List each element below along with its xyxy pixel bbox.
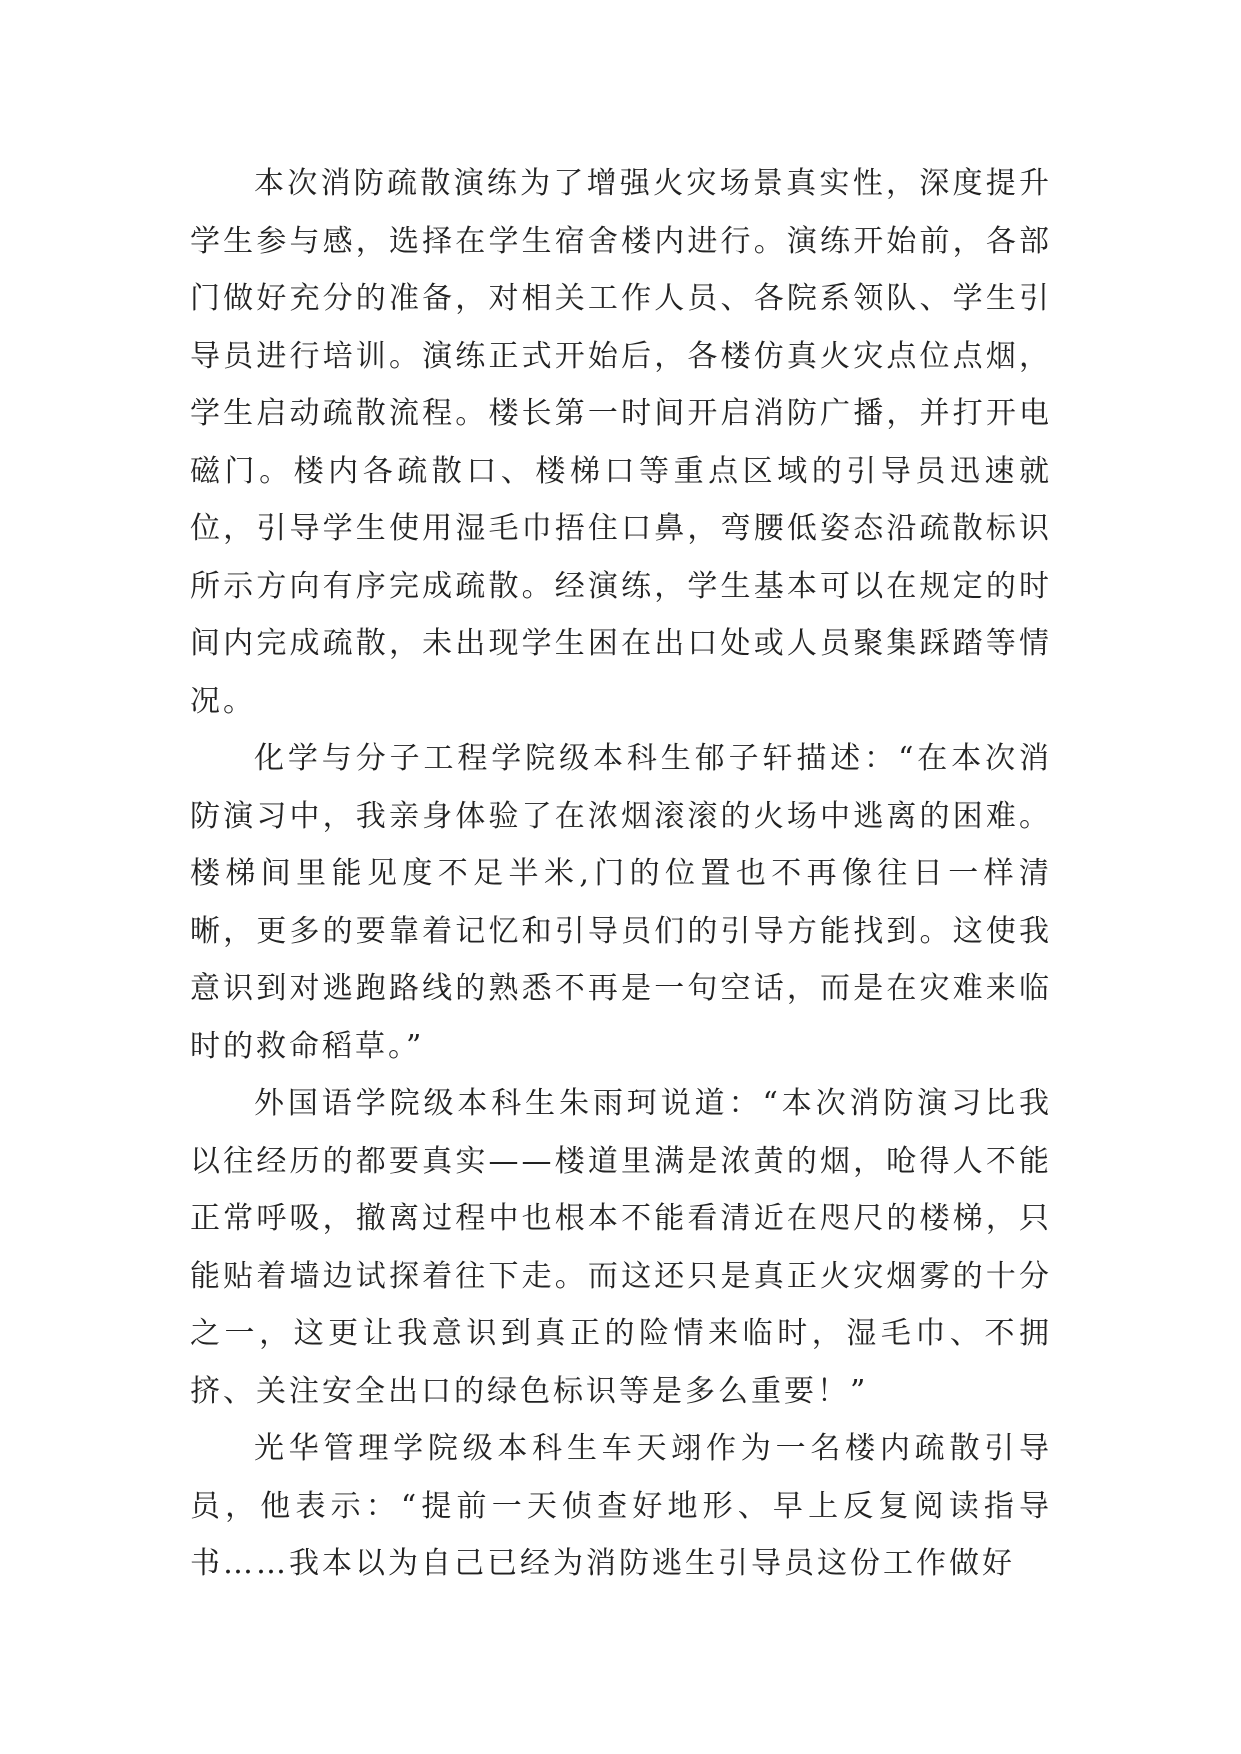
paragraph-drill-overview: 本次消防疏散演练为了增强火灾场景真实性，深度提升学生参与感，选择在学生宿舍楼内进行。演练开始前，各部门做好充分的准备，对相关工作人员、各院系领队、学生引导员进行培训。演练正式开始后，各楼仿真火灾点位点烟，学生启动疏散流程。楼长第一时间开启消防广播，并打开电磁门。楼内各疏散口、楼梯口等重点区域的引导员迅速就位，引导学生使用湿毛巾捂住口鼻，弯腰低姿态沿疏散标识所示方向有序完成疏散。经演练，学生基本可以在规定的时间内完成疏散，未出现学生困在出口处或人员聚集踩踏等情况。 (190, 166, 1052, 719)
paragraph-yu-zixuan-quote: 化学与分子工程学院级本科生郁子轩描述：“在本次消防演习中，我亲身体验了在浓烟滚滚的火场中逃离的困难。楼梯间里能见度不足半米,门的位置也不再像往日一样清晰，更多的要靠着记忆和引导员们的引导方能找到。这使我意识到对逃跑路线的熟悉不再是一句空话，而是在灾难来临时的救命稻草。” (190, 741, 1052, 1064)
paragraph-che-tianyi-quote: 光华管理学院级本科生车天翊作为一名楼内疏散引导员，他表示：“提前一天侦查好地形、早上反复阅读指导书……我本以为自己已经为消防逃生引导员这份工作做好 (190, 1431, 1052, 1581)
paragraph-zhu-yuke-quote: 外国语学院级本科生朱雨珂说道：“本次消防演习比我以往经历的都要真实——楼道里满是浓黄的烟，呛得人不能正常呼吸，撤离过程中也根本不能看清近在咫尺的楼梯，只能贴着墙边试探着往下走。而这还只是真正火灾烟雾的十分之一，这更让我意识到真正的险情来临时，湿毛巾、不拥挤、关注安全出口的绿色标识等是多么重要！” (190, 1086, 1052, 1409)
document-body (190, 155, 1052, 1593)
